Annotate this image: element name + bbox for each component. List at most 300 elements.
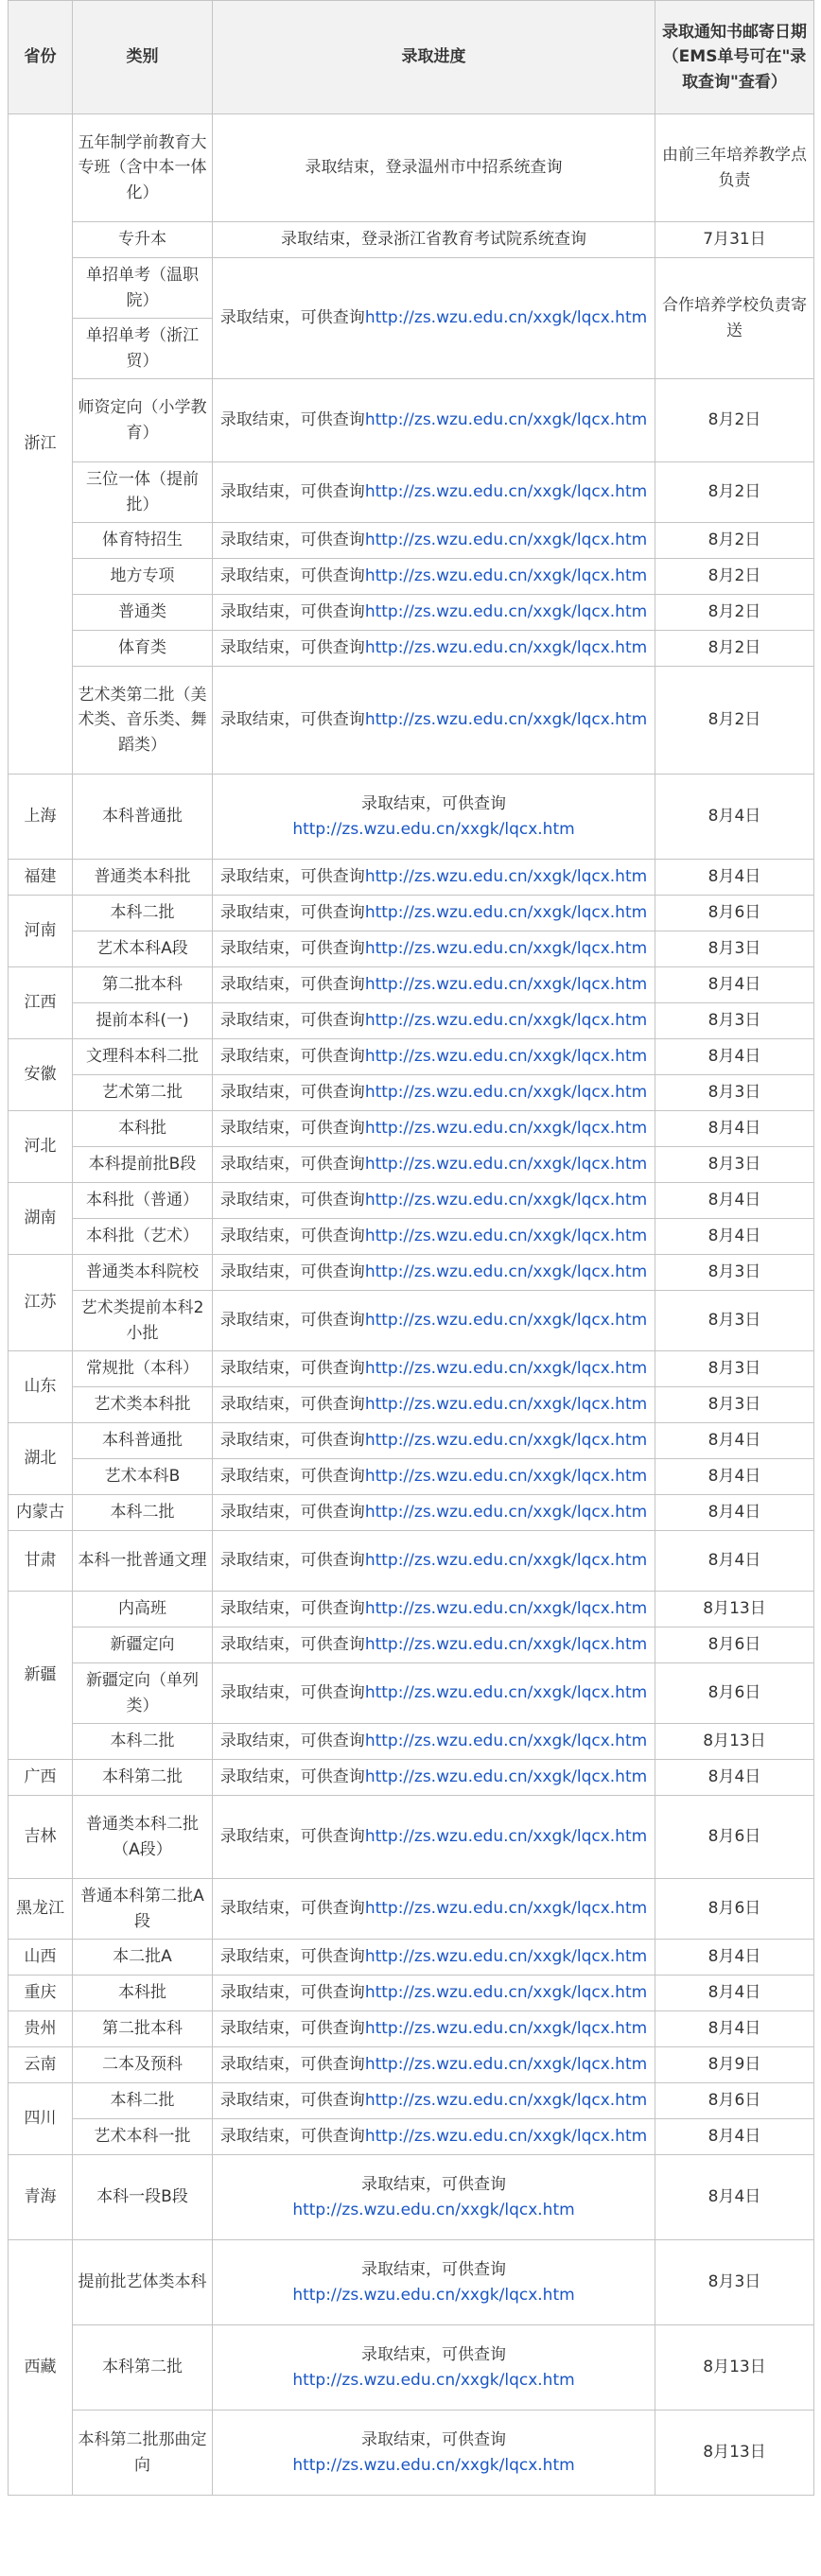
progress-cell xyxy=(213,1940,655,1976)
table-row xyxy=(9,1219,814,1255)
query-link[interactable]: http://zs.wzu.edu.cn/xxgk/lqcx.htm xyxy=(364,1227,648,1246)
province-cell: 内蒙古 xyxy=(9,1495,73,1531)
table-row xyxy=(9,1459,814,1495)
table-row xyxy=(9,523,814,559)
progress-status-text: 录取结束，可供查询 xyxy=(219,1083,365,1103)
progress-cell xyxy=(213,667,655,775)
table-row xyxy=(9,1255,814,1291)
table-row xyxy=(9,931,814,967)
table-row xyxy=(9,1183,814,1219)
category-cell: 本科第二批 xyxy=(73,2325,213,2411)
progress-cell: 录取结束，登录浙江省教育考试院系统查询 xyxy=(213,222,655,258)
query-link[interactable]: http://zs.wzu.edu.cn/xxgk/lqcx.htm xyxy=(364,1155,648,1175)
progress-cell xyxy=(213,1075,655,1111)
province-cell: 云南 xyxy=(9,2047,73,2083)
progress-status-text: 录取结束，可供查询 xyxy=(219,638,365,658)
category-cell: 普通类本科二批（A段） xyxy=(73,1796,213,1879)
progress-cell xyxy=(213,1039,655,1075)
table-row xyxy=(9,595,814,631)
mail-date-cell: 8月2日 xyxy=(655,523,814,559)
progress-status-text: 录取结束，可供查询 xyxy=(219,1119,365,1139)
table-row xyxy=(9,1760,814,1796)
progress-status-text: 录取结束，可供查询 xyxy=(219,1359,365,1379)
mail-date-cell: 8月4日 xyxy=(655,1531,814,1592)
mail-date-cell: 8月4日 xyxy=(655,1219,814,1255)
category-cell: 艺术本科一批 xyxy=(73,2119,213,2155)
query-link[interactable]: http://zs.wzu.edu.cn/xxgk/lqcx.htm xyxy=(364,1732,648,1751)
progress-cell xyxy=(213,1976,655,2011)
query-link[interactable]: http://zs.wzu.edu.cn/xxgk/lqcx.htm xyxy=(364,410,648,430)
mail-date-cell: 8月3日 xyxy=(655,931,814,967)
progress-cell xyxy=(213,1111,655,1147)
progress-status-text: 录取结束，可供查询 xyxy=(361,794,506,814)
table-row xyxy=(9,667,814,775)
query-link[interactable]: http://zs.wzu.edu.cn/xxgk/lqcx.htm xyxy=(364,1191,648,1210)
table-row xyxy=(9,1351,814,1387)
category-cell: 二本及预科 xyxy=(73,2047,213,2083)
table-row xyxy=(9,1940,814,1976)
table-row xyxy=(9,2011,814,2047)
category-cell: 三位一体（提前批） xyxy=(73,462,213,523)
progress-cell xyxy=(213,2325,655,2411)
mail-date-cell: 8月4日 xyxy=(655,1111,814,1147)
category-cell: 第二批本科 xyxy=(73,2011,213,2047)
category-cell: 体育特招生 xyxy=(73,523,213,559)
mail-date-cell: 由前三年培养教学点负责 xyxy=(655,114,814,222)
query-link[interactable]: http://zs.wzu.edu.cn/xxgk/lqcx.htm xyxy=(364,975,648,995)
table-row xyxy=(9,222,814,258)
progress-status-text: 录取结束，可供查询 xyxy=(219,566,365,586)
progress-cell xyxy=(213,559,655,595)
progress-status-text: 录取结束，可供查询 xyxy=(219,1732,365,1751)
query-link[interactable]: http://zs.wzu.edu.cn/xxgk/lqcx.htm xyxy=(364,1431,648,1451)
progress-status-text: 录取结束，可供查询 xyxy=(219,1395,365,1415)
category-cell: 本科第二批 xyxy=(73,1760,213,1796)
category-cell: 地方专项 xyxy=(73,559,213,595)
category-cell: 本二批A xyxy=(73,1940,213,1976)
table-row xyxy=(9,775,814,860)
table-row xyxy=(9,1592,814,1627)
mail-date-cell: 8月2日 xyxy=(655,631,814,667)
progress-cell xyxy=(213,1183,655,1219)
progress-status-text: 录取结束，可供查询 xyxy=(219,1431,365,1451)
category-cell: 文理科本科二批 xyxy=(73,1039,213,1075)
header-province: 省份 xyxy=(9,1,73,114)
mail-date-cell: 8月6日 xyxy=(655,1796,814,1879)
progress-cell xyxy=(213,2047,655,2083)
progress-status-text: 录取结束，可供查询 xyxy=(219,1011,365,1031)
table-row xyxy=(9,258,814,319)
query-link[interactable]: http://zs.wzu.edu.cn/xxgk/lqcx.htm xyxy=(364,1983,648,2003)
category-cell: 艺术类第二批（美术类、音乐类、舞蹈类） xyxy=(73,667,213,775)
progress-cell xyxy=(213,1627,655,1663)
category-cell: 本科批（普通） xyxy=(73,1183,213,1219)
province-cell: 浙江 xyxy=(9,114,73,775)
progress-status-text: 录取结束，可供查询 xyxy=(219,1503,365,1523)
mail-date-cell: 8月4日 xyxy=(655,2011,814,2047)
query-link[interactable]: http://zs.wzu.edu.cn/xxgk/lqcx.htm xyxy=(292,2200,575,2219)
province-cell: 山西 xyxy=(9,1940,73,1976)
province-cell: 安徽 xyxy=(9,1039,73,1111)
table-row xyxy=(9,2119,814,2155)
query-link[interactable]: http://zs.wzu.edu.cn/xxgk/lqcx.htm xyxy=(364,638,648,658)
progress-cell xyxy=(213,2155,655,2240)
table-row xyxy=(9,1879,814,1940)
progress-status-text: 录取结束，可供查询 xyxy=(219,1635,365,1655)
query-link[interactable]: http://zs.wzu.edu.cn/xxgk/lqcx.htm xyxy=(364,1311,648,1331)
mail-date-cell: 8月3日 xyxy=(655,1291,814,1351)
category-cell: 本科批（艺术） xyxy=(73,1219,213,1255)
category-cell: 本科批 xyxy=(73,1111,213,1147)
admission-progress-table-container xyxy=(8,0,813,2496)
province-cell: 贵州 xyxy=(9,2011,73,2047)
progress-cell: 录取结束，登录温州市中招系统查询 xyxy=(213,114,655,222)
query-link[interactable]: http://zs.wzu.edu.cn/xxgk/lqcx.htm xyxy=(364,1899,648,1919)
mail-date-cell: 8月2日 xyxy=(655,667,814,775)
progress-cell xyxy=(213,1255,655,1291)
progress-status-text: 录取结束，可供查询 xyxy=(219,410,365,430)
progress-cell xyxy=(213,1003,655,1039)
query-link[interactable]: http://zs.wzu.edu.cn/xxgk/lqcx.htm xyxy=(364,482,648,502)
table-row xyxy=(9,2083,814,2119)
category-cell: 本科批 xyxy=(73,1976,213,2011)
province-cell: 吉林 xyxy=(9,1796,73,1879)
mail-date-cell: 8月3日 xyxy=(655,1075,814,1111)
progress-status-text: 录取结束，可供查询 xyxy=(219,939,365,959)
query-link[interactable]: http://zs.wzu.edu.cn/xxgk/lqcx.htm xyxy=(364,1947,648,1967)
table-row xyxy=(9,2411,814,2496)
province-cell: 山东 xyxy=(9,1351,73,1423)
category-cell: 艺术类提前本科2小批 xyxy=(73,1291,213,1351)
progress-status-text: 录取结束，可供查询 xyxy=(219,903,365,923)
progress-status-text: 录取结束，可供查询 xyxy=(219,2019,365,2039)
category-cell: 体育类 xyxy=(73,631,213,667)
header-row xyxy=(9,1,814,114)
category-cell: 师资定向（小学教育） xyxy=(73,379,213,462)
progress-cell xyxy=(213,1219,655,1255)
mail-date-cell: 8月3日 xyxy=(655,1255,814,1291)
category-cell: 普通类本科院校 xyxy=(73,1255,213,1291)
mail-date-cell: 7月31日 xyxy=(655,222,814,258)
category-cell: 本科二批 xyxy=(73,896,213,931)
query-link[interactable]: http://zs.wzu.edu.cn/xxgk/lqcx.htm xyxy=(364,1011,648,1031)
province-cell: 江西 xyxy=(9,967,73,1039)
query-link[interactable]: http://zs.wzu.edu.cn/xxgk/lqcx.htm xyxy=(364,566,648,586)
table-row xyxy=(9,1291,814,1351)
mail-date-cell: 8月2日 xyxy=(655,462,814,523)
category-cell: 普通本科第二批A段 xyxy=(73,1879,213,1940)
progress-status-text: 录取结束，可供查询 xyxy=(361,2430,506,2450)
query-link[interactable]: http://zs.wzu.edu.cn/xxgk/lqcx.htm xyxy=(364,531,648,550)
mail-date-cell: 8月4日 xyxy=(655,860,814,896)
progress-cell xyxy=(213,1423,655,1459)
query-link[interactable]: http://zs.wzu.edu.cn/xxgk/lqcx.htm xyxy=(364,1767,648,1787)
progress-cell xyxy=(213,775,655,860)
progress-cell xyxy=(213,2083,655,2119)
progress-cell xyxy=(213,1724,655,1760)
progress-cell xyxy=(213,2240,655,2325)
progress-status-text: 录取结束，可供查询 xyxy=(219,1599,365,1619)
progress-status-text: 录取结束，可供查询 xyxy=(361,2260,506,2280)
province-cell: 重庆 xyxy=(9,1976,73,2011)
header-progress: 录取进度 xyxy=(213,1,655,114)
mail-date-cell: 8月13日 xyxy=(655,1724,814,1760)
table-row xyxy=(9,1387,814,1423)
query-link[interactable]: http://zs.wzu.edu.cn/xxgk/lqcx.htm xyxy=(364,308,648,328)
table-row xyxy=(9,1976,814,2011)
category-cell: 本科二批 xyxy=(73,1724,213,1760)
mail-date-cell: 8月3日 xyxy=(655,2240,814,2325)
mail-date-cell: 8月6日 xyxy=(655,896,814,931)
category-cell: 本科二批 xyxy=(73,1495,213,1531)
query-link[interactable]: http://zs.wzu.edu.cn/xxgk/lqcx.htm xyxy=(364,1262,648,1282)
table-row xyxy=(9,1627,814,1663)
progress-status-text: 录取结束，可供查询 xyxy=(219,1262,365,1282)
query-link[interactable]: http://zs.wzu.edu.cn/xxgk/lqcx.htm xyxy=(364,1119,648,1139)
category-cell: 常规批（本科） xyxy=(73,1351,213,1387)
query-link[interactable]: http://zs.wzu.edu.cn/xxgk/lqcx.htm xyxy=(364,903,648,923)
mail-date-cell: 8月4日 xyxy=(655,1760,814,1796)
query-link[interactable]: http://zs.wzu.edu.cn/xxgk/lqcx.htm xyxy=(364,2091,648,2111)
query-link[interactable]: http://zs.wzu.edu.cn/xxgk/lqcx.htm xyxy=(364,1827,648,1847)
province-cell: 河北 xyxy=(9,1111,73,1183)
progress-status-text: 录取结束，可供查询 xyxy=(219,531,365,550)
query-link[interactable]: http://zs.wzu.edu.cn/xxgk/lqcx.htm xyxy=(364,1359,648,1379)
table-row xyxy=(9,462,814,523)
progress-cell xyxy=(213,1147,655,1183)
category-cell: 本科普通批 xyxy=(73,1423,213,1459)
progress-status-text: 录取结束，可供查询 xyxy=(219,1767,365,1787)
progress-status-text: 录取结束，可供查询 xyxy=(219,602,365,622)
mail-date-cell: 8月4日 xyxy=(655,2155,814,2240)
table-row xyxy=(9,1724,814,1760)
category-cell: 单招单考（温职院） xyxy=(73,258,213,319)
category-cell: 艺术本科B xyxy=(73,1459,213,1495)
mail-date-cell: 8月4日 xyxy=(655,1940,814,1976)
progress-cell xyxy=(213,967,655,1003)
mail-date-cell: 8月6日 xyxy=(655,1879,814,1940)
mail-date-cell: 合作培养学校负责寄送 xyxy=(655,258,814,379)
query-link[interactable]: http://zs.wzu.edu.cn/xxgk/lqcx.htm xyxy=(364,710,648,730)
progress-status-text: 录取结束，可供查询 xyxy=(219,1947,365,1967)
province-cell: 福建 xyxy=(9,860,73,896)
progress-status-text: 录取结束，可供查询 xyxy=(219,308,365,328)
query-link[interactable]: http://zs.wzu.edu.cn/xxgk/lqcx.htm xyxy=(364,1467,648,1487)
progress-status-text: 录取结束，可供查询 xyxy=(219,1311,365,1331)
progress-status-text: 录取结束，可供查询 xyxy=(219,2055,365,2075)
query-link[interactable]: http://zs.wzu.edu.cn/xxgk/lqcx.htm xyxy=(364,867,648,887)
query-link[interactable]: http://zs.wzu.edu.cn/xxgk/lqcx.htm xyxy=(364,1047,648,1067)
table-row xyxy=(9,1495,814,1531)
query-link[interactable]: http://zs.wzu.edu.cn/xxgk/lqcx.htm xyxy=(292,2370,575,2390)
category-cell: 专升本 xyxy=(73,222,213,258)
table-row xyxy=(9,1111,814,1147)
progress-cell xyxy=(213,1592,655,1627)
query-link[interactable]: http://zs.wzu.edu.cn/xxgk/lqcx.htm xyxy=(364,1599,648,1619)
category-cell: 五年制学前教育大专班（含中本一体化） xyxy=(73,114,213,222)
province-cell: 黑龙江 xyxy=(9,1879,73,1940)
progress-status-text: 录取结束，可供查询 xyxy=(219,1683,365,1703)
mail-date-cell: 8月6日 xyxy=(655,2083,814,2119)
progress-cell xyxy=(213,2119,655,2155)
category-cell: 提前本科(一) xyxy=(73,1003,213,1039)
progress-cell xyxy=(213,1531,655,1592)
progress-status-text: 录取结束，可供查询 xyxy=(219,1983,365,2003)
category-cell: 本科提前批B段 xyxy=(73,1147,213,1183)
table-row xyxy=(9,1423,814,1459)
mail-date-cell: 8月13日 xyxy=(655,2411,814,2496)
progress-cell xyxy=(213,258,655,379)
progress-cell xyxy=(213,595,655,631)
province-cell: 河南 xyxy=(9,896,73,967)
query-link[interactable]: http://zs.wzu.edu.cn/xxgk/lqcx.htm xyxy=(364,1635,648,1655)
mail-date-cell: 8月4日 xyxy=(655,967,814,1003)
progress-cell xyxy=(213,1351,655,1387)
category-cell: 本科普通批 xyxy=(73,775,213,860)
progress-status-text: 录取结束，可供查询 xyxy=(219,1227,365,1246)
table-row xyxy=(9,379,814,462)
mail-date-cell: 8月9日 xyxy=(655,2047,814,2083)
category-cell: 本科二批 xyxy=(73,2083,213,2119)
progress-cell xyxy=(213,523,655,559)
progress-status-text: 录取结束，可供查询 xyxy=(219,1191,365,1210)
progress-status-text: 录取结束，可供查询 xyxy=(219,1047,365,1067)
progress-cell xyxy=(213,1495,655,1531)
progress-cell xyxy=(213,860,655,896)
progress-cell xyxy=(213,2011,655,2047)
mail-date-cell: 8月2日 xyxy=(655,379,814,462)
query-link[interactable]: http://zs.wzu.edu.cn/xxgk/lqcx.htm xyxy=(364,2127,648,2147)
province-cell: 新疆 xyxy=(9,1592,73,1760)
query-link[interactable]: http://zs.wzu.edu.cn/xxgk/lqcx.htm xyxy=(364,1395,648,1415)
table-row xyxy=(9,1075,814,1111)
table-row xyxy=(9,896,814,931)
progress-cell xyxy=(213,1760,655,1796)
mail-date-cell: 8月2日 xyxy=(655,559,814,595)
progress-cell xyxy=(213,631,655,667)
query-link[interactable]: http://zs.wzu.edu.cn/xxgk/lqcx.htm xyxy=(292,2285,575,2305)
query-link[interactable]: http://zs.wzu.edu.cn/xxgk/lqcx.htm xyxy=(292,819,575,839)
query-link[interactable]: http://zs.wzu.edu.cn/xxgk/lqcx.htm xyxy=(364,1683,648,1703)
progress-status-text: 录取结束，可供查询 xyxy=(219,1155,365,1175)
mail-date-cell: 8月3日 xyxy=(655,1387,814,1423)
progress-cell xyxy=(213,1796,655,1879)
table-row xyxy=(9,2240,814,2325)
query-link[interactable]: http://zs.wzu.edu.cn/xxgk/lqcx.htm xyxy=(292,2455,575,2475)
query-link[interactable]: http://zs.wzu.edu.cn/xxgk/lqcx.htm xyxy=(364,939,648,959)
category-cell: 艺术第二批 xyxy=(73,1075,213,1111)
table-row xyxy=(9,2155,814,2240)
category-cell: 本科一批普通文理 xyxy=(73,1531,213,1592)
progress-status-text: 录取结束，可供查询 xyxy=(219,1827,365,1847)
progress-cell xyxy=(213,1387,655,1423)
province-cell: 湖北 xyxy=(9,1423,73,1495)
progress-cell xyxy=(213,896,655,931)
progress-status-text: 录取结束，可供查询 xyxy=(361,2345,506,2365)
table-row xyxy=(9,631,814,667)
category-cell: 内高班 xyxy=(73,1592,213,1627)
header-mail-date: 录取通知书邮寄日期（EMS单号可在"录取查询"查看） xyxy=(655,1,814,114)
category-cell: 普通类本科批 xyxy=(73,860,213,896)
category-cell: 本科一段B段 xyxy=(73,2155,213,2240)
header-category: 类别 xyxy=(73,1,213,114)
mail-date-cell: 8月13日 xyxy=(655,2325,814,2411)
category-cell: 单招单考（浙江贸） xyxy=(73,319,213,379)
progress-cell xyxy=(213,1879,655,1940)
progress-cell xyxy=(213,931,655,967)
table-row xyxy=(9,1796,814,1879)
province-cell: 广西 xyxy=(9,1760,73,1796)
query-link[interactable]: http://zs.wzu.edu.cn/xxgk/lqcx.htm xyxy=(364,2055,648,2075)
progress-status-text: 录取结束，可供查询 xyxy=(361,2175,506,2195)
table-row xyxy=(9,1663,814,1724)
province-cell: 甘肃 xyxy=(9,1531,73,1592)
table-row xyxy=(9,967,814,1003)
mail-date-cell: 8月4日 xyxy=(655,1183,814,1219)
query-link[interactable]: http://zs.wzu.edu.cn/xxgk/lqcx.htm xyxy=(364,1083,648,1103)
category-cell: 提前批艺体类本科 xyxy=(73,2240,213,2325)
progress-cell xyxy=(213,1291,655,1351)
mail-date-cell: 8月3日 xyxy=(655,1147,814,1183)
category-cell: 本科第二批那曲定向 xyxy=(73,2411,213,2496)
progress-status-text: 录取结束，可供查询 xyxy=(219,482,365,502)
progress-status-text: 录取结束，可供查询 xyxy=(219,1467,365,1487)
mail-date-cell: 8月2日 xyxy=(655,595,814,631)
progress-status-text: 录取结束，可供查询 xyxy=(219,2127,365,2147)
mail-date-cell: 8月4日 xyxy=(655,2119,814,2155)
query-link[interactable]: http://zs.wzu.edu.cn/xxgk/lqcx.htm xyxy=(364,1551,648,1571)
table-row xyxy=(9,2325,814,2411)
mail-date-cell: 8月4日 xyxy=(655,1495,814,1531)
admission-progress-table xyxy=(8,0,814,2496)
query-link[interactable]: http://zs.wzu.edu.cn/xxgk/lqcx.htm xyxy=(364,2019,648,2039)
query-link[interactable]: http://zs.wzu.edu.cn/xxgk/lqcx.htm xyxy=(364,1503,648,1523)
province-cell: 湖南 xyxy=(9,1183,73,1255)
progress-cell xyxy=(213,2411,655,2496)
category-cell: 艺术本科A段 xyxy=(73,931,213,967)
mail-date-cell: 8月6日 xyxy=(655,1627,814,1663)
progress-status-text: 录取结束，可供查询 xyxy=(219,710,365,730)
table-row xyxy=(9,1003,814,1039)
table-row xyxy=(9,1039,814,1075)
province-cell: 青海 xyxy=(9,2155,73,2240)
mail-date-cell: 8月4日 xyxy=(655,775,814,860)
province-cell: 江苏 xyxy=(9,1255,73,1351)
mail-date-cell: 8月3日 xyxy=(655,1351,814,1387)
query-link[interactable]: http://zs.wzu.edu.cn/xxgk/lqcx.htm xyxy=(364,602,648,622)
progress-status-text: 录取结束，可供查询 xyxy=(219,867,365,887)
progress-cell xyxy=(213,379,655,462)
mail-date-cell: 8月4日 xyxy=(655,1039,814,1075)
progress-status-text: 录取结束，可供查询 xyxy=(219,2091,365,2111)
province-cell: 上海 xyxy=(9,775,73,860)
table-row xyxy=(9,1531,814,1592)
progress-cell xyxy=(213,1459,655,1495)
table-body xyxy=(9,114,814,2496)
category-cell: 新疆定向（单列类） xyxy=(73,1663,213,1724)
progress-cell xyxy=(213,462,655,523)
progress-status-text: 录取结束，可供查询 xyxy=(219,1551,365,1571)
province-cell: 四川 xyxy=(9,2083,73,2155)
province-cell: 西藏 xyxy=(9,2240,73,2496)
table-row xyxy=(9,2047,814,2083)
mail-date-cell: 8月4日 xyxy=(655,1459,814,1495)
category-cell: 艺术类本科批 xyxy=(73,1387,213,1423)
mail-date-cell: 8月4日 xyxy=(655,1423,814,1459)
table-row xyxy=(9,114,814,222)
mail-date-cell: 8月3日 xyxy=(655,1003,814,1039)
progress-cell xyxy=(213,1663,655,1724)
